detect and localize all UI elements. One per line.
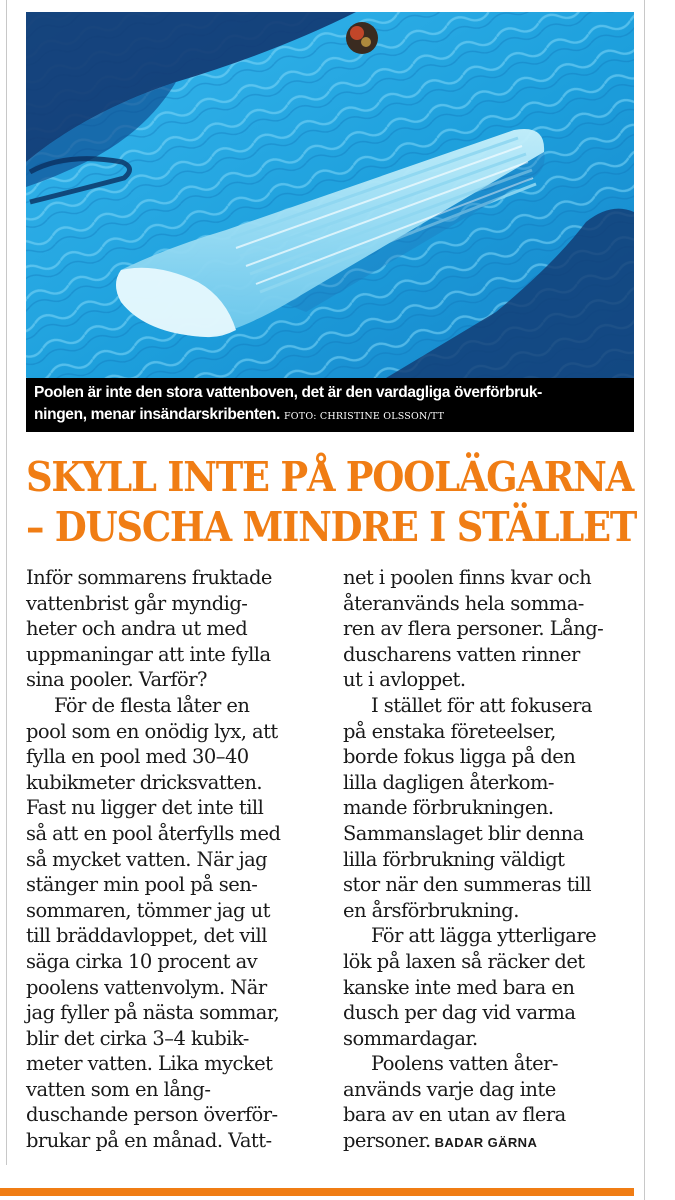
body-line: För att lägga ytterligare — [371, 924, 597, 948]
body-column-left — [26, 565, 331, 1154]
headline-line-1: SKYLL INTE PÅ POOLÄGARNA — [26, 453, 633, 501]
headline-line-2: – DUSCHA MINDRE I STÄLLET — [26, 503, 637, 551]
caption-line-2: ningen, menar insändarskribenten. — [34, 406, 280, 423]
body-line: används varje dag inte — [343, 1077, 556, 1101]
pool-illustration — [26, 12, 634, 378]
page-gutter-rule — [644, 0, 645, 1200]
body-line-last — [343, 1128, 643, 1154]
photo-caption — [26, 378, 634, 432]
body-line: Poolens vatten åter- — [371, 1052, 558, 1076]
body-line: uppmaningar att inte fylla — [26, 642, 271, 666]
body-line: Fast nu ligger det inte till — [26, 796, 264, 820]
body-line: sommardagar. — [343, 1026, 478, 1050]
body-line: jag fyller på nästa sommar, — [26, 1001, 280, 1025]
body-line: borde fokus ligga på den — [343, 745, 576, 769]
body-line: lilla förbrukning väldigt — [343, 847, 565, 871]
body-line: För de flesta låter en — [54, 693, 250, 717]
body-line: kubikmeter dricksvatten. — [26, 770, 263, 794]
body-line: Inför sommarens fruktade — [26, 566, 272, 589]
body-line: så att en pool återfylls med — [26, 821, 281, 845]
body-line: återanvänds hela somma- — [343, 591, 584, 615]
body-line: stor när den summeras till — [343, 873, 592, 897]
body-line: lilla dagligen återkom- — [343, 770, 554, 794]
body-line: till bräddavloppet, det vill — [26, 924, 267, 948]
bottom-accent-bar — [0, 1188, 634, 1196]
body-line: vattenbrist går myndig- — [26, 591, 248, 615]
body-line: heter och andra ut med — [26, 617, 248, 641]
body-line: sina pooler. Varför? — [26, 668, 207, 692]
body-line: net i poolen finns kvar och — [343, 566, 592, 589]
page-margin-rule — [6, 0, 7, 1165]
body-line: I stället för att fokusera — [371, 693, 592, 717]
body-line: säga cirka 10 procent av — [26, 949, 258, 973]
body-line: dusch per dag vid varma — [343, 1001, 576, 1025]
body-line: Sammanslaget blir denna — [343, 821, 584, 845]
photo-credit: FOTO: CHRISTINE OLSSON/TT — [284, 411, 445, 422]
body-line: så mycket vatten. När jag — [26, 847, 268, 871]
body-line: duscharens vatten rinner — [343, 642, 580, 666]
body-line: kanske inte med bara en — [343, 975, 575, 999]
headline — [26, 452, 637, 552]
body-line: en årsförbrukning. — [343, 898, 519, 922]
body-line: meter vatten. Lika mycket — [26, 1052, 273, 1076]
body-line: sommaren, tömmer jag ut — [26, 898, 270, 922]
body-line: blir det cirka 3–4 kubik- — [26, 1026, 249, 1050]
body-line: bara av en utan av flera — [343, 1103, 566, 1127]
body-line: duschande person överför- — [26, 1103, 278, 1127]
body-line: vatten som en lång- — [26, 1077, 211, 1101]
author-byline: BADAR GÄRNA — [434, 1135, 538, 1151]
body-line: lök på laxen så räcker det — [343, 949, 585, 973]
caption-line-1: Poolen är inte den stora vattenboven, det är den vardagliga överförbruk- — [34, 384, 542, 401]
body-line: pool som en onödig lyx, att — [26, 719, 278, 743]
body-line: personer. — [343, 1129, 431, 1153]
body-line: brukar på en månad. Vatt- — [26, 1129, 272, 1153]
body-line: fylla en pool med 30–40 — [26, 745, 249, 769]
body-line: poolens vattenvolym. När — [26, 975, 267, 999]
body-column-right — [343, 565, 643, 1154]
pool-photo — [26, 12, 634, 378]
body-line: stänger min pool på sen- — [26, 873, 258, 897]
body-line: mande förbrukningen. — [343, 796, 554, 820]
body-line: ut i avloppet. — [343, 668, 466, 692]
body-line: på enstaka företeelser, — [343, 719, 556, 743]
body-line: ren av flera personer. Lång- — [343, 617, 604, 641]
